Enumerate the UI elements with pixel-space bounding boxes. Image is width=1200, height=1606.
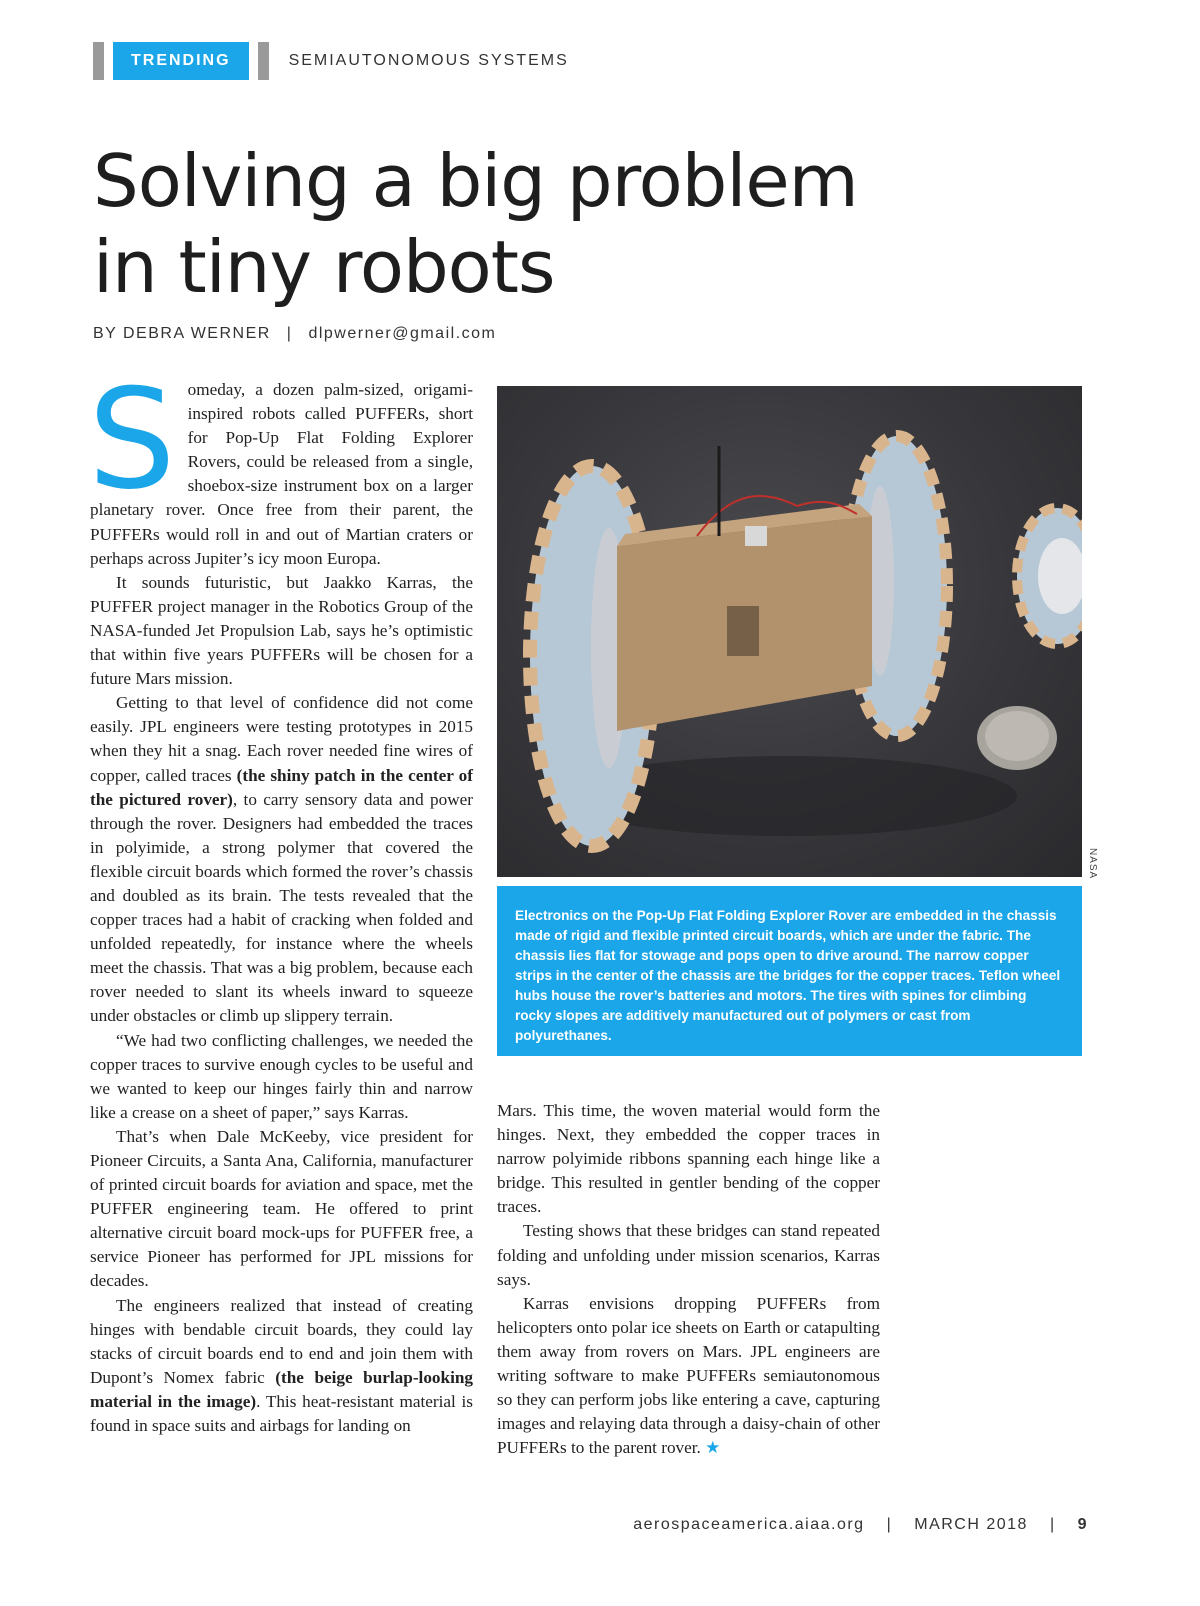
paragraph-text: . This heat-resistant material is found in space suits and airbags for landing on (90, 1391, 473, 1436)
paragraph: “We had two conflicting challenges, we needed the copper traces to survive enough cycles to be useful and we wanted to keep our hinges fairly thin and narrow like a crease on a sheet of paper,” says Karras. (90, 1030, 473, 1122)
paragraph (90, 691, 473, 1028)
paragraph (88, 359, 473, 571)
footer-separator: | (1049, 1516, 1056, 1533)
page-footer (633, 1516, 1088, 1534)
article-title (93, 138, 858, 310)
coin-icon (977, 706, 1057, 770)
section-header (93, 42, 569, 80)
header-divider (258, 42, 269, 80)
rover-illustration (497, 386, 1082, 877)
paragraph: Mars. This time, the woven material would form the hinges. Next, they embedded the copper traces in narrow polyimide ribbons spanning each hinge like a bridge. This resulted in gentler bending of the copper traces. (497, 1101, 880, 1217)
page-number: 9 (1077, 1516, 1088, 1533)
bold-callout: (the shiny patch in the center of the pictured rover) (90, 765, 473, 809)
paragraph-text: The engineers realized that instead of creating hinges with bendable circuit boards, they could lay stacks of circuit boards end to end and join them with Dupont’s Nomex fabric (90, 1295, 473, 1387)
trending-tag: TRENDING (113, 42, 249, 80)
rover-photo (497, 386, 1082, 877)
title-line-2: in tiny robots (93, 225, 555, 309)
website-url: aerospaceamerica.aiaa.org (633, 1516, 865, 1533)
article-column-right (497, 1099, 880, 1460)
issue-date: MARCH 2018 (914, 1516, 1028, 1533)
author-email: dlpwerner@gmail.com (308, 325, 497, 342)
paragraph: It sounds futuristic, but Jaakko Karras, the PUFFER project manager in the Robotics Group of the NASA-funded Jet Propulsion Lab, says he’s optimistic that within five years PUFFERs will be chosen for a future Mars mission. (90, 572, 473, 689)
paragraph-text: omeday, a dozen palm-sized, origami-inspired robots called PUFFERs, short for Pop-Up Flat Folding Explorer Rovers, could be released from a single, shoebox-size instrument box on a larger planetary rover. Once free from their parent, the PUFFERs would roll in and out of Martian craters or perhaps across Jupiter’s icy moon Europa. (90, 380, 473, 568)
end-star-icon: ★ (705, 1438, 721, 1458)
bold-callout: (the beige burlap-looking material in the image) (90, 1367, 473, 1411)
article-column-left (88, 359, 473, 1438)
paragraph-text: , to carry sensory data and power through the rover. Designers had embedded the traces in polyimide, a strong polymer that covered the flexible circuit boards which formed the rover’s chassis and doubled as its brain. The tests revealed that the copper traces had a habit of cracking when folded and unfolded repeatedly, for instance where the wheels meet the chassis. That was a big problem, because each rover needed to slant its wheels inward to squeeze under obstacles or climb up slippery terrain. (90, 789, 473, 1026)
chassis-icon (617, 446, 872, 731)
photo-credit: NASA (1087, 848, 1098, 880)
title-line-1: Solving a big problem (93, 139, 858, 223)
paragraph: That’s when Dale McKeeby, vice president for Pioneer Circuits, a Santa Ana, California, manufacturer of printed circuit boards for aviation and space, met the PUFFER engineering team. He offered to print alternative circuit board mock-ups for PUFFER free, a service Pioneer has performed for JPL missions for decades. (90, 1126, 473, 1291)
photo-caption: Electronics on the Pop-Up Flat Folding Explorer Rover are embedded in the chassis made of rigid and flexible printed circuit boards, which are under the fabric. The chassis lies flat for stowage and pops open to drive around. The narrow copper strips in the center of the chassis are the bridges for the copper traces. Teflon wheel hubs house the rover’s batteries and motors. The tires with spines for climbing rocky slopes are additively manufactured out of polymers or cast from polyurethanes. (497, 886, 1082, 1056)
drop-cap: S (88, 359, 176, 520)
paragraph (90, 1294, 473, 1439)
section-label: SEMIAUTONOMOUS SYSTEMS (288, 52, 569, 69)
paragraph-text: Karras envisions dropping PUFFERs from helicopters onto polar ice sheets on Earth or catapulting them away from rovers on Mars. JPL engineers are writing software to make PUFFERs semiautonomous so they can perform jobs like entering a cave, capturing images and relaying data through a daisy-chain of other PUFFERs to the parent rover. (497, 1293, 880, 1458)
byline-separator: | (286, 325, 293, 342)
header-divider (93, 42, 104, 80)
paragraph-text: Getting to that level of confidence did not come easily. JPL engineers were testing prototypes in 2015 when they hit a snag. Each rover needed fine wires of copper, called traces (90, 693, 473, 785)
byline (93, 325, 496, 343)
author-name: BY DEBRA WERNER (93, 325, 271, 342)
paragraph (497, 1292, 880, 1461)
partial-rover-icon (1017, 508, 1082, 644)
footer-separator: | (886, 1516, 893, 1533)
paragraph: Testing shows that these bridges can stand repeated folding and unfolding under mission scenarios, Karras says. (497, 1221, 880, 1289)
